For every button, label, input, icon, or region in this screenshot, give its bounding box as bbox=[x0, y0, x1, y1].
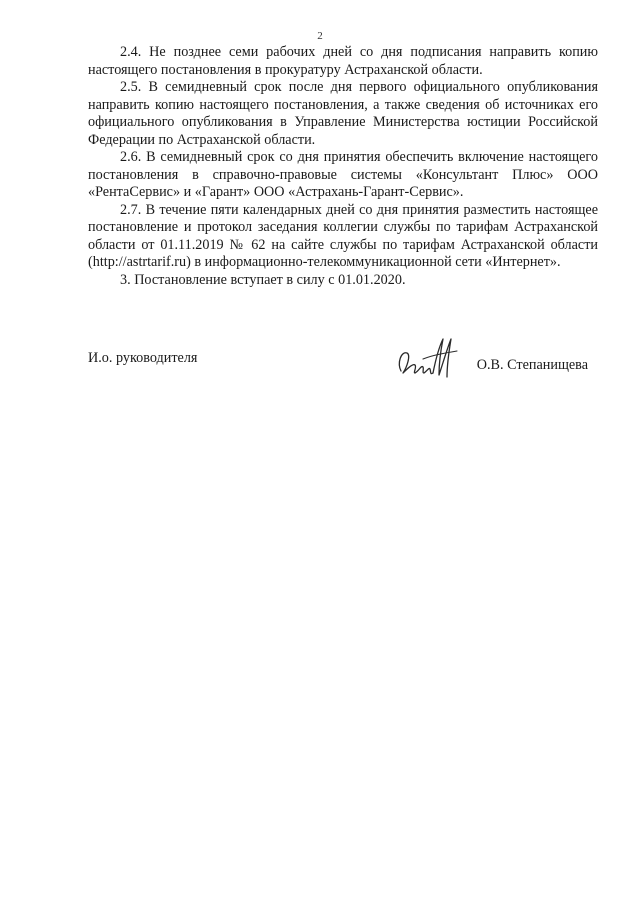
signature-block bbox=[88, 345, 598, 385]
handwritten-signature bbox=[393, 333, 463, 383]
document-body bbox=[88, 44, 598, 289]
page-number: 2 bbox=[317, 30, 323, 42]
paragraph-2-7: 2.7. В течение пяти календарных дней со дня принятия разместить настоящее постановление и протокол заседания коллегии службы по тарифам Астраханской области от 01.11.2019 № 62 на сайте службы по тарифам Астраханской области (http://astrtarif.ru) в информационно-телекоммуникационной сети «Интернет». bbox=[88, 201, 598, 270]
paragraph-2-4: 2.4. Не позднее семи рабочих дней со дня подписания направить копию настоящего постановления в прокуратуру Астраханской области. bbox=[88, 44, 598, 78]
paragraph-2-5: 2.5. В семидневный срок после дня первого официального опубликования направить копию настоящего постановления, а также сведения об источниках его официального опубликования в Управление Министерства юстиции Российской Федерации по Астраханской области. bbox=[88, 79, 598, 148]
paragraph-3: 3. Постановление вступает в силу с 01.01.2020. bbox=[120, 271, 406, 288]
signatory-name: О.В. Степанищева bbox=[476, 357, 588, 373]
signatory-role: И.о. руководителя bbox=[88, 350, 198, 366]
paragraph-2-6: 2.6. В семидневный срок со дня принятия обеспечить включение настоящего постановления в справочно-правовые системы «Консультант Плюс» ООО «РентаСервис» и «Гарант» ООО «Астрахань-Гарант-Сервис». bbox=[88, 149, 598, 200]
